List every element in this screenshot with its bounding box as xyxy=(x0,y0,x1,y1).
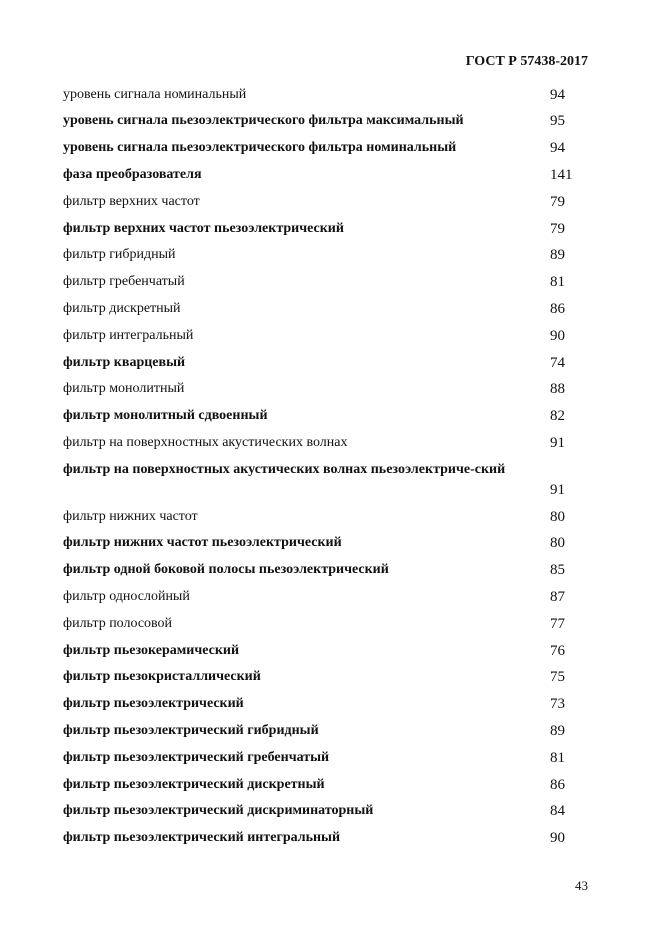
index-page-ref: 80 xyxy=(550,508,565,525)
index-page-ref: 86 xyxy=(550,776,565,793)
index-term: фильтр дискретный xyxy=(63,300,181,316)
index-entry xyxy=(63,430,583,457)
index-term: фильтр пьезокерамический xyxy=(63,642,240,658)
index-page-ref: 91 xyxy=(550,481,565,498)
index-page-ref: 84 xyxy=(550,803,565,820)
index-page-ref: 81 xyxy=(550,749,565,766)
index-entry xyxy=(63,504,583,531)
index-term: уровень сигнала пьезоэлектрического фильтра максимальный xyxy=(63,113,464,129)
index-entry xyxy=(63,664,583,691)
index-entry xyxy=(63,135,583,162)
index-entry xyxy=(63,216,583,243)
index-term: фильтр кварцевый xyxy=(63,354,186,370)
index-entry xyxy=(63,718,583,745)
index-term: фильтр пьезоэлектрический xyxy=(63,696,244,712)
index-entry xyxy=(63,296,583,323)
index-page-ref: 74 xyxy=(550,354,565,371)
index-page-ref: 95 xyxy=(550,113,565,130)
index-term: фильтр интегральный xyxy=(63,327,194,343)
index-page-ref: 89 xyxy=(550,247,565,264)
index-page-ref: 90 xyxy=(550,327,565,344)
index-term: фильтр верхних частот xyxy=(63,193,200,209)
index-term: фильтр верхних частот пьезоэлектрический xyxy=(63,220,344,236)
index-page-ref: 79 xyxy=(550,193,565,210)
index-term: фильтр пьезокристаллический xyxy=(63,669,261,685)
index-page-ref: 80 xyxy=(550,535,565,552)
index-entry xyxy=(63,350,583,377)
index-entry xyxy=(63,584,583,611)
index-term: фильтр пьезоэлектрический дискретный xyxy=(63,776,325,792)
index-term: фильтр гребенчатый xyxy=(63,274,185,290)
index-entry xyxy=(63,530,583,557)
index-term: уровень сигнала номинальный xyxy=(63,86,247,102)
index-entry xyxy=(63,825,583,852)
index-term: фильтр пьезоэлектрический интегральный xyxy=(63,830,341,846)
index-term: фильтр на поверхностных акустических волнах xyxy=(63,434,348,450)
index-page-ref: 88 xyxy=(550,381,565,398)
index-page-ref: 81 xyxy=(550,274,565,291)
index-entry xyxy=(63,457,583,504)
index-entry xyxy=(63,242,583,269)
index-entry xyxy=(63,189,583,216)
index-entry xyxy=(63,162,583,189)
index-list xyxy=(63,82,583,852)
index-entry xyxy=(63,269,583,296)
index-term: фильтр на поверхностных акустических волнах пьезоэлектриче-​ский xyxy=(63,462,506,478)
index-page-ref: 85 xyxy=(550,562,565,579)
index-entry xyxy=(63,376,583,403)
index-term: фильтр нижних частот пьезоэлектрический xyxy=(63,535,342,551)
index-term: фильтр монолитный xyxy=(63,381,185,397)
index-term: фильтр пьезоэлектрический гребенчатый xyxy=(63,749,330,765)
index-entry xyxy=(63,403,583,430)
index-page-ref: 94 xyxy=(550,86,565,103)
index-page-ref: 94 xyxy=(550,140,565,157)
index-entry xyxy=(63,323,583,350)
index-page-ref: 75 xyxy=(550,669,565,686)
index-page-ref: 91 xyxy=(550,434,565,451)
index-entry xyxy=(63,82,583,109)
index-term: фильтр одной боковой полосы пьезоэлектрический xyxy=(63,562,389,578)
index-term: фильтр пьезоэлектрический дискриминаторный xyxy=(63,803,374,819)
index-page-ref: 77 xyxy=(550,615,565,632)
index-page-ref: 90 xyxy=(550,830,565,847)
index-term: фильтр однослойный xyxy=(63,588,190,604)
index-page-ref: 79 xyxy=(550,220,565,237)
index-entry xyxy=(63,108,583,135)
index-entry xyxy=(63,772,583,799)
index-entry xyxy=(63,638,583,665)
page-number: 43 xyxy=(575,878,588,893)
index-page-ref: 73 xyxy=(550,696,565,713)
index-page-ref: 89 xyxy=(550,722,565,739)
index-page-ref: 76 xyxy=(550,642,565,659)
index-term: фильтр монолитный сдвоенный xyxy=(63,408,268,424)
index-page-ref: 86 xyxy=(550,300,565,317)
index-term: фаза преобразователя xyxy=(63,166,202,182)
document-header: ГОСТ Р 57438-2017 xyxy=(465,54,588,69)
index-entry xyxy=(63,691,583,718)
index-term: фильтр полосовой xyxy=(63,615,173,631)
index-term: уровень сигнала пьезоэлектрического фильтра номинальный xyxy=(63,140,457,156)
index-page-ref: 141 xyxy=(550,166,573,183)
index-entry xyxy=(63,611,583,638)
index-entry xyxy=(63,557,583,584)
index-term: фильтр пьезоэлектрический гибридный xyxy=(63,722,319,738)
index-page-ref: 82 xyxy=(550,408,565,425)
index-entry xyxy=(63,745,583,772)
index-entry xyxy=(63,798,583,825)
index-term: фильтр нижних частот xyxy=(63,508,198,524)
index-term: фильтр гибридный xyxy=(63,247,176,263)
index-page-ref: 87 xyxy=(550,588,565,605)
